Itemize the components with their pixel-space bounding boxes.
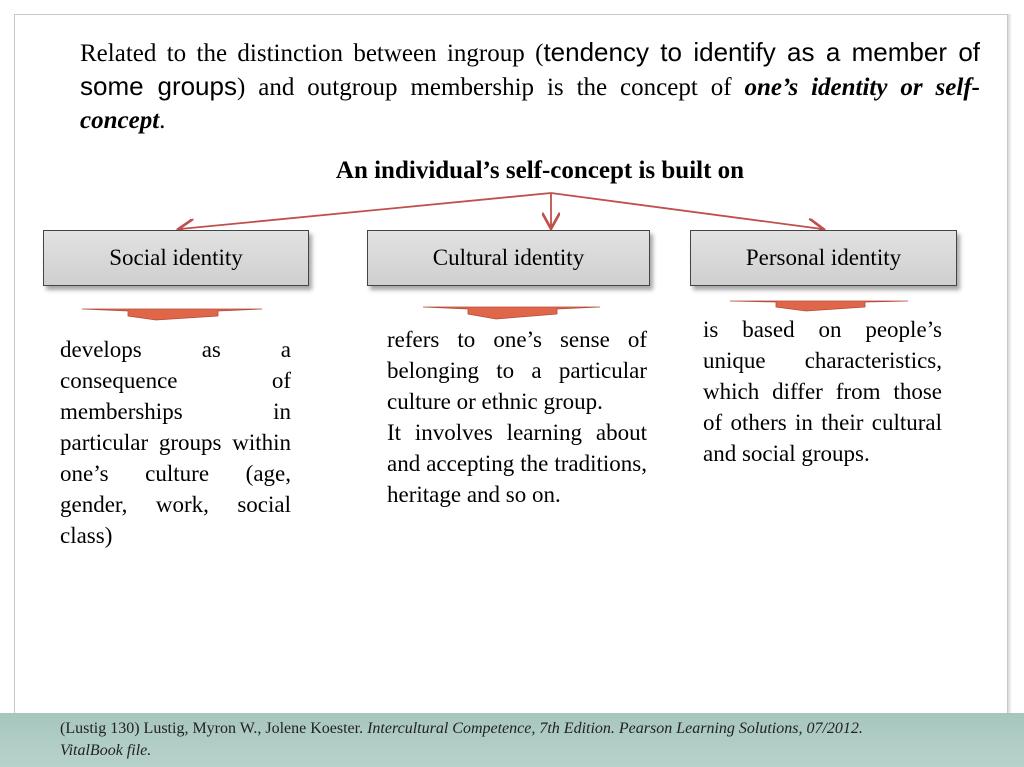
- cultural-description-text-1: refers to one’s sense of belonging to a particular culture or ethnic group.: [387, 327, 647, 414]
- connector-arrow-personal: [551, 193, 822, 229]
- intro-text-1: Related to the distinction between ingroup (: [80, 40, 544, 67]
- intro-text-emphasis: one’s identity or self-concept: [80, 74, 980, 134]
- intro-text-5: .: [159, 107, 166, 134]
- connector-arrow-social: [180, 193, 551, 229]
- cultural-description-text-2: It involves learning about and accepting the traditions, heritage and so on.: [387, 420, 647, 507]
- personal-identity-box: Personal identity: [690, 230, 957, 286]
- personal-identity-description: [703, 314, 942, 469]
- intro-text-ingroup-definition: tendency to identify as a member of some groups: [80, 37, 980, 101]
- down-arrow-social: [82, 309, 262, 320]
- social-identity-box: Social identity: [43, 230, 309, 286]
- social-description-text: develops as a consequence of memberships in particular groups within one’s culture (age, gender, work, social class): [60, 337, 291, 548]
- citation-text-title: Intercultural Competence, 7th Edition. Pearson Learning Solutions, 07/2012.: [367, 720, 863, 737]
- cultural-identity-description: [387, 324, 647, 510]
- intro-text-3: ) and outgroup membership is the concept of: [236, 74, 745, 101]
- cultural-identity-box: Cultural identity: [367, 230, 650, 286]
- down-arrow-personal: [730, 301, 908, 311]
- citation-text-1: (Lustig 130) Lustig, Myron W., Jolene Koester.: [60, 720, 368, 737]
- diagram-heading: An individual’s self-concept is built on: [335, 157, 745, 184]
- citation-text-source: VitalBook file.: [60, 742, 152, 759]
- citation: [60, 718, 1020, 740]
- social-identity-description: [60, 334, 291, 551]
- down-arrow-cultural: [423, 307, 600, 319]
- personal-description-text: is based on people’s unique characteristics, which differ from those of others in their cultural and social groups.: [703, 317, 942, 466]
